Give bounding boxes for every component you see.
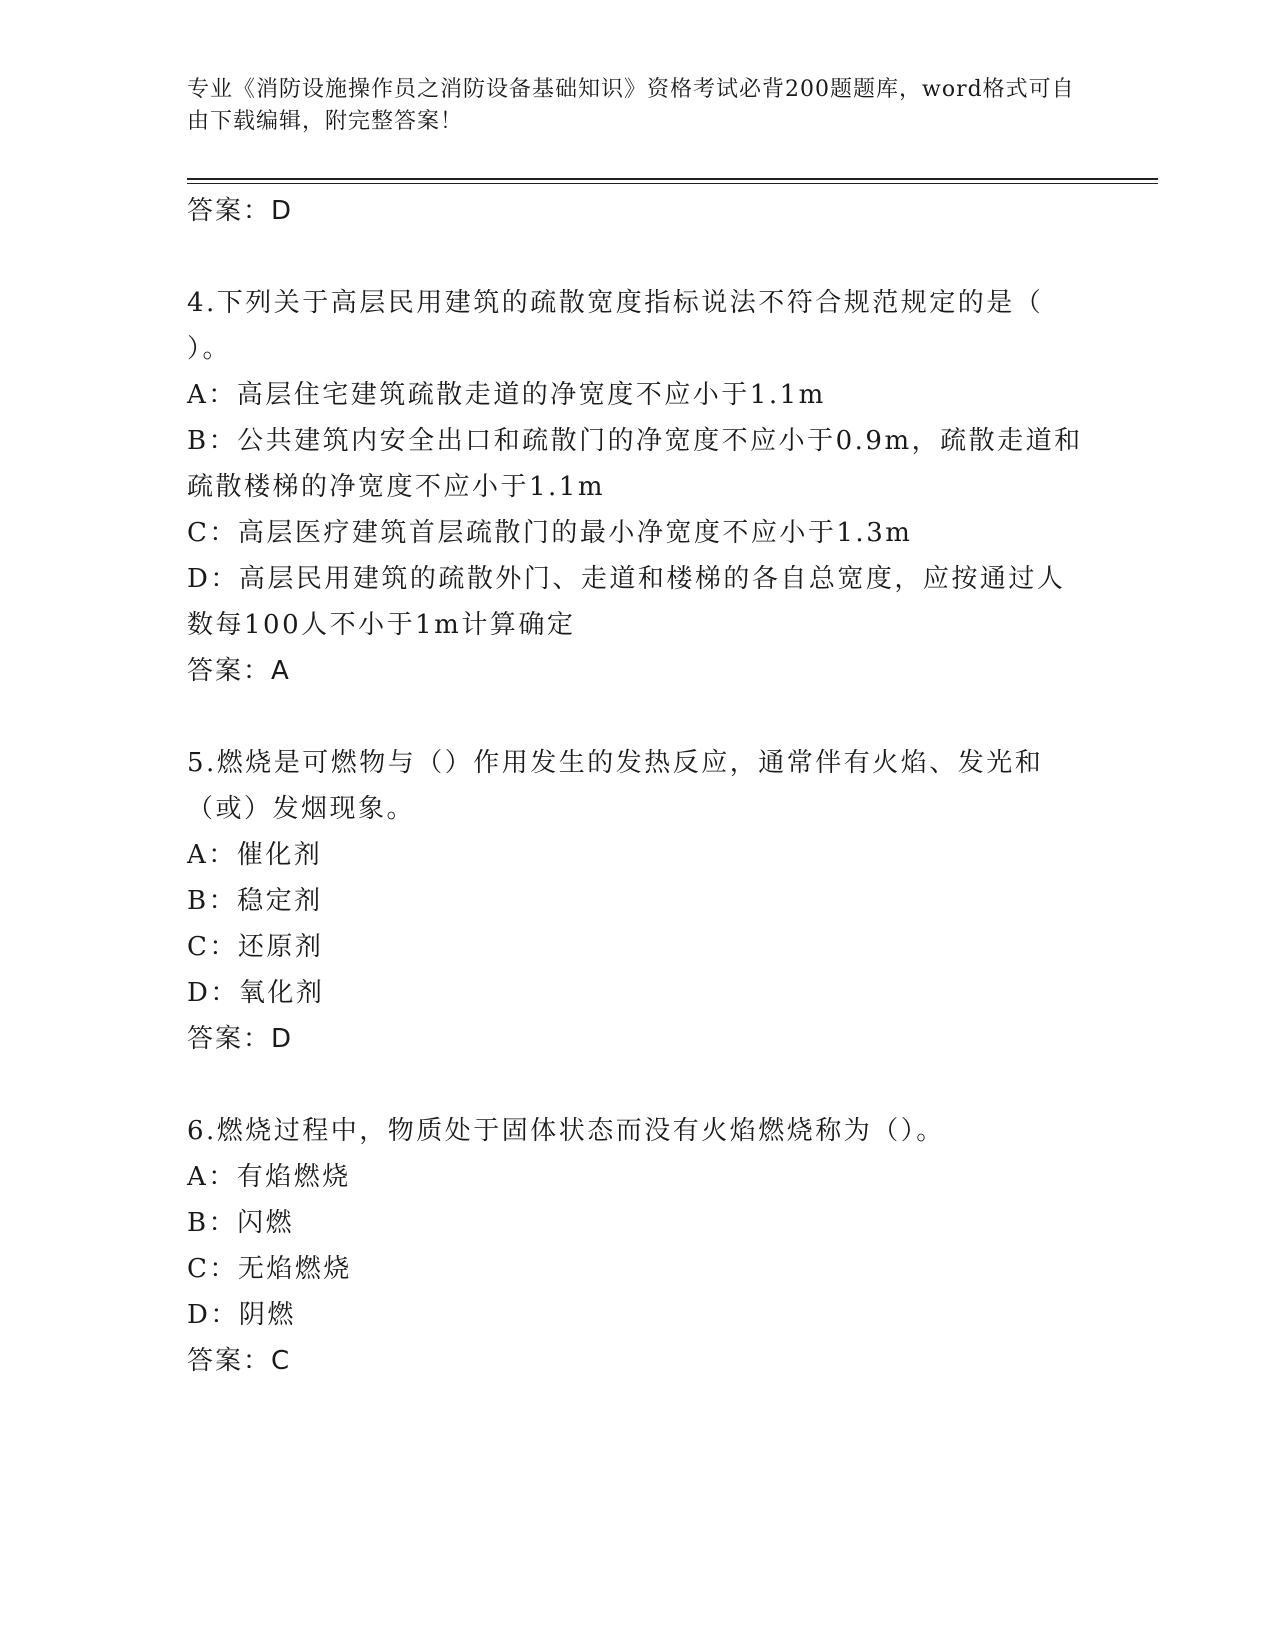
option-b: B：稳定剂 (187, 886, 323, 916)
answer-line: 答案：D (187, 196, 294, 226)
question-stem: 4.下列关于高层民用建筑的疏散宽度指标说法不符合规范规定的是（ ）。 (187, 288, 1044, 364)
question-4 (187, 280, 1087, 694)
option-a: A：催化剂 (187, 840, 323, 870)
option-c: C：还原剂 (187, 932, 324, 962)
option-d: D：阴燃 (187, 1300, 296, 1330)
option-a: A：有焰燃烧 (187, 1162, 351, 1192)
answer-line: 答案：A (187, 656, 291, 686)
answer-line: 答案：D (187, 1024, 294, 1054)
question-5 (187, 740, 1087, 1062)
question-stem: 6.燃烧过程中，物质处于固体状态而没有火焰燃烧称为（）。 (187, 1116, 945, 1146)
option-a: A：高层住宅建筑疏散走道的净宽度不应小于1.1m (187, 380, 826, 410)
option-c: C：高层医疗建筑首层疏散门的最小净宽度不应小于1.3m (187, 518, 913, 548)
page-header: 专业《消防设施操作员之消防设备基础知识》资格考试必背200题题库，word格式可自由下载编辑，附完整答案！ (187, 77, 1075, 134)
option-c: C：无焰燃烧 (187, 1254, 352, 1284)
option-b: B：公共建筑内安全出口和疏散门的净宽度不应小于0.9m，疏散走道和疏散楼梯的净宽度不应小于1.1m (187, 426, 1083, 502)
question-6 (187, 1108, 1087, 1384)
option-b: B：闪燃 (187, 1208, 295, 1238)
question-list (187, 188, 1087, 1384)
answer-line: 答案：C (187, 1346, 292, 1376)
header-divider (187, 178, 1158, 184)
option-d: D：氧化剂 (187, 978, 325, 1008)
option-d: D：高层民用建筑的疏散外门、走道和楼梯的各自总宽度，应按通过人数每100人不小于1m计算确定 (187, 564, 1066, 640)
question-stem: 5.燃烧是可燃物与（）作用发生的发热反应，通常伴有火焰、发光和（或）发烟现象。 (187, 748, 1044, 824)
